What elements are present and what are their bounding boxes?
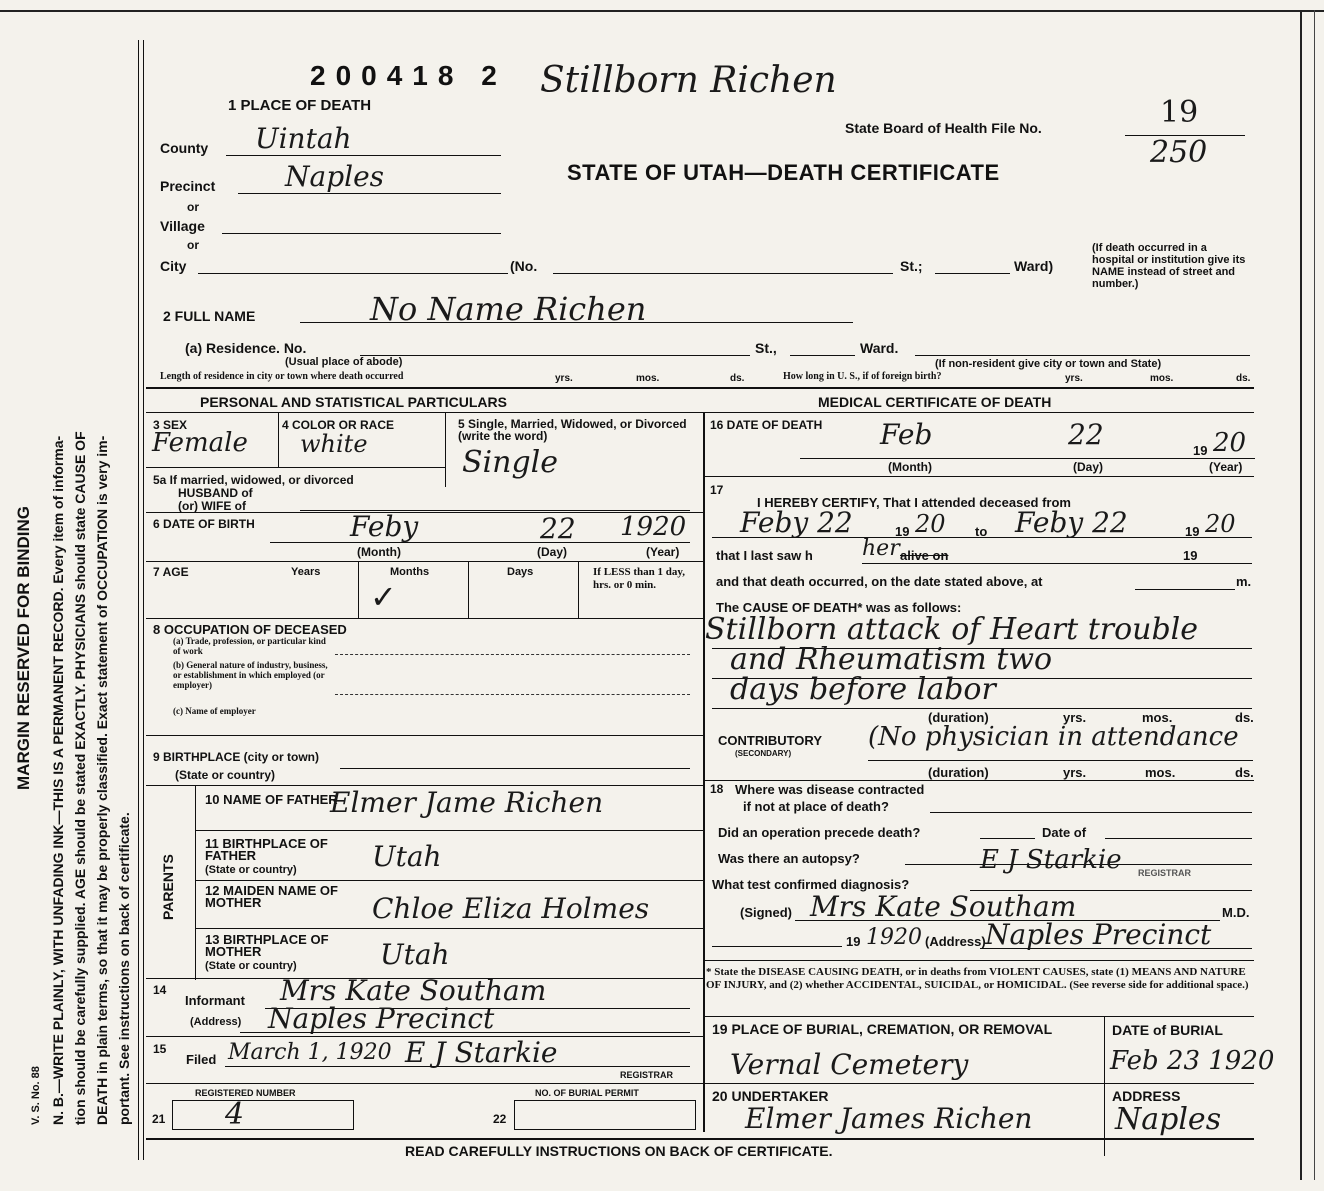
medical-address: Naples Precinct	[985, 918, 1212, 951]
filed-label: Filed	[186, 1052, 217, 1067]
certificate-title: STATE OF UTAH—DEATH CERTIFICATE	[567, 160, 1000, 185]
city-no-label: (No.	[510, 258, 538, 274]
cause-line-3: days before labor	[730, 672, 996, 707]
if-not-label: if not at place of death?	[743, 799, 889, 814]
precinct-value: Naples	[285, 160, 385, 193]
father-bp-state-caption: (State or country)	[205, 864, 297, 876]
color-value: white	[300, 430, 368, 458]
residence-st-label: St.,	[755, 340, 777, 356]
dob-year-caption: (Year)	[646, 545, 680, 559]
paper-edge-right	[1300, 10, 1302, 1180]
cause-row-line	[703, 780, 1254, 781]
county-value: Uintah	[255, 122, 352, 155]
father-row-line	[195, 830, 703, 831]
to-year-prefix: 19	[1185, 524, 1200, 539]
sex-label: 3 SEX	[153, 418, 188, 432]
footnote-row-line	[703, 1016, 1254, 1017]
us-mos: mos.	[1150, 373, 1174, 384]
secondary-label: (SECONDARY)	[735, 749, 792, 758]
margin-rule	[143, 40, 144, 1160]
dod-year: 20	[1213, 428, 1247, 458]
to-date: Feby 22	[1015, 506, 1128, 539]
dod-label: 16 DATE OF DEATH	[710, 418, 823, 432]
parents-side-label: PARENTS	[160, 854, 176, 920]
cause-line-2: and Rheumatism two	[730, 642, 1053, 677]
footer-instructions: READ CAREFULLY INSTRUCTIONS ON BACK OF CERTIFICATE.	[405, 1143, 833, 1159]
file-no-label: State Board of Health File No.	[845, 120, 1042, 136]
father-label-text: 10 NAME OF FATHER	[205, 792, 338, 807]
mother-value: Chloe Eliza Holmes	[372, 892, 650, 925]
dob-month: Feby	[350, 510, 419, 543]
contributory-line	[868, 760, 1253, 761]
date-of-line	[1105, 838, 1252, 839]
duration-2-yrs: yrs.	[1063, 765, 1087, 780]
operation-line	[980, 838, 1035, 839]
to-label: to	[975, 524, 988, 539]
alive-on-text: alive on	[900, 548, 949, 563]
contracted-line	[930, 812, 1252, 813]
margin-binding-text: MARGIN RESERVED FOR BINDING	[14, 506, 33, 790]
place-of-death-heading: 1 PLACE OF DEATH	[228, 97, 372, 114]
margin-instructions-line-3: DEATH in plain terms, so that it may be properly classified. Exact statement of OCCUPATION is very im-	[94, 435, 110, 1125]
birthplace-state-caption: (State or country)	[175, 768, 276, 782]
sex-row-line	[146, 467, 446, 468]
last-saw-year: 19	[1183, 548, 1198, 563]
informant-label: Informant	[185, 993, 245, 1008]
how-long-in-us-label: How long in U. S., if of foreign birth?	[783, 371, 942, 382]
father-value: Elmer Jame Richen	[330, 786, 604, 819]
length-of-residence-label: Length of residence in city or town where death occurred	[160, 371, 404, 382]
us-yrs: yrs.	[1065, 373, 1083, 384]
dod-row-line	[703, 476, 1254, 477]
registrar-label: REGISTRAR	[620, 1070, 674, 1080]
duration-2-ds: ds.	[1235, 765, 1254, 780]
age-months-caption: Months	[390, 566, 430, 578]
cause-label: The CAUSE OF DEATH* was as follows:	[716, 600, 962, 615]
nonresident-note: (If non-resident give city or town and State)	[935, 358, 1162, 370]
vs-number: V. S. No. 88	[30, 1066, 42, 1125]
margin-instructions-line-1: N. B.—WRITE PLAINLY, WITH UNFADING INK—THIS IS A PERMANENT RECORD. Every item of informa-	[50, 435, 66, 1125]
father-birthplace-value: Utah	[372, 840, 442, 873]
last-saw-hw: her	[862, 536, 900, 561]
spouse-label-3: (or) WIFE of	[178, 499, 246, 513]
dod-day-caption: (Day)	[1073, 460, 1104, 474]
precinct-line	[238, 193, 501, 194]
death-occurred-line	[1135, 589, 1235, 590]
spouse-label-1: 5a If married, widowed, or divorced	[153, 473, 354, 487]
duration-1: (duration)	[928, 710, 989, 725]
or-2: or	[187, 238, 199, 252]
duration-2: (duration)	[928, 765, 989, 780]
precinct-label: Precinct	[160, 178, 216, 194]
medical-address-label: (Address)	[925, 934, 986, 949]
filed-row-line	[146, 1083, 703, 1084]
occupation-row-line	[146, 735, 703, 736]
birthplace-line	[340, 768, 690, 769]
filed-num: 15	[153, 1042, 167, 1056]
dob-label: 6 DATE OF BIRTH	[153, 517, 255, 531]
signed-year-prefix: 19	[846, 934, 861, 949]
middle-divider	[703, 412, 705, 1132]
section-header-line	[146, 412, 1254, 413]
filed-date: March 1, 1920	[228, 1040, 392, 1065]
md-label: M.D.	[1222, 905, 1250, 920]
dod-day: 22	[1068, 418, 1104, 451]
dob-year: 1920	[620, 512, 687, 542]
signed-label: (Signed)	[740, 905, 792, 920]
burial-row-line	[703, 1083, 1254, 1084]
informant-address-line	[240, 1032, 690, 1033]
certify-text: I HEREBY CERTIFY, That I attended deceased from	[757, 495, 1071, 510]
informant-address-label: (Address)	[190, 1016, 242, 1028]
burial-permit-label: NO. OF BURIAL PERMIT	[535, 1088, 639, 1098]
mother-birthplace-value: Utah	[380, 938, 450, 971]
dod-month: Feb	[880, 418, 933, 451]
num-17: 17	[710, 483, 724, 497]
from-year-prefix: 19	[895, 524, 910, 539]
margin-rule-2	[138, 40, 139, 1160]
mother-label: 12 MAIDEN NAME OF MOTHER	[205, 883, 338, 910]
from-date: Feby 22	[740, 506, 853, 539]
occupation-a-line	[335, 654, 690, 655]
num-21: 21	[152, 1112, 166, 1126]
registrar-signature: E J Starkie	[405, 1036, 558, 1069]
duration-1-mos: mos.	[1142, 710, 1173, 725]
bottom-rule	[146, 1138, 1254, 1140]
length-ds: ds.	[730, 373, 745, 384]
reg-number-label: REGISTERED NUMBER	[195, 1088, 296, 1098]
burial-date-label: DATE of BURIAL	[1112, 1022, 1223, 1038]
age-row-line	[146, 618, 703, 619]
dob-line	[270, 542, 690, 543]
personal-heading: PERSONAL AND STATISTICAL PARTICULARS	[200, 394, 507, 410]
contributory-label: CONTRIBUTORY	[718, 733, 822, 748]
village-label: Village	[160, 218, 205, 234]
signed-row-line	[703, 960, 1254, 961]
signed-date-line	[712, 946, 842, 947]
age-div-1	[358, 561, 359, 618]
dod-year-prefix: 19	[1193, 443, 1208, 458]
occupation-a: (a) Trade, profession, or particular kind of work	[173, 636, 326, 656]
test-signature: E J Starkie	[980, 845, 1122, 875]
us-ds: ds.	[1236, 373, 1251, 384]
undertaker-label: 20 UNDERTAKER	[712, 1088, 829, 1104]
city-ward-label: Ward)	[1014, 258, 1054, 274]
registrar-stamp: REGISTRAR	[1138, 868, 1192, 878]
dod-year-caption: (Year)	[1209, 460, 1243, 474]
color-divider	[445, 412, 446, 487]
spouse-label-2: HUSBAND of	[178, 486, 253, 500]
num-22: 22	[493, 1112, 507, 1126]
attended-line	[712, 537, 1252, 538]
operation-label: Did an operation precede death?	[718, 825, 921, 840]
dob-day: 22	[540, 512, 576, 545]
m-label: m.	[1236, 574, 1252, 589]
occupation-b: (b) General nature of industry, business, or establishment in which employed (or employer)	[173, 660, 328, 690]
duration-1-ds: ds.	[1235, 710, 1254, 725]
residence-line	[360, 355, 750, 356]
last-saw-text: that I last saw h	[716, 548, 813, 563]
contracted-label: Where was disease contracted	[735, 782, 925, 797]
county-label: County	[160, 140, 209, 156]
full-name-value: No Name Richen	[370, 290, 647, 328]
burial-address-value: Naples	[1115, 1102, 1222, 1137]
city-label: City	[160, 258, 187, 274]
burial-address-label: ADDRESS	[1112, 1088, 1181, 1104]
burial-divider	[1104, 1016, 1105, 1156]
death-occurred-text: and that death occurred, on the date stated above, at	[716, 574, 1043, 589]
last-saw-line	[862, 563, 1252, 564]
father-label	[205, 794, 338, 806]
residence-ward-line	[915, 355, 1250, 356]
dob-row-line	[146, 561, 703, 562]
age-div-2	[468, 561, 469, 618]
undertaker-value: Elmer James Richen	[745, 1102, 1033, 1135]
village-line	[222, 233, 501, 234]
age-days-caption: Days	[507, 566, 534, 578]
residence-ward-label: Ward.	[860, 340, 899, 356]
margin-instructions-line-2: tion should be carefully supplied. AGE should be stated EXACTLY. PHYSICIANS should state CAUSE OF	[72, 431, 88, 1125]
duration-1-yrs: yrs.	[1063, 710, 1087, 725]
footnote: * State the DISEASE CAUSING DEATH, or in deaths from VIOLENT CAUSES, state (1) MEANS AND NATURE OF INJURY, and (2) whether ACCIDENTAL, SUICIDAL, or HOMICIDAL. (See reverse side for additional space.)	[706, 966, 1249, 991]
medical-heading: MEDICAL CERTIFICATE OF DEATH	[818, 394, 1052, 410]
father-bp-row-line	[195, 880, 703, 881]
mother-bp-state-caption: (State or country)	[205, 960, 297, 972]
autopsy-label: Was there an autopsy?	[718, 851, 860, 866]
birthplace-label: 9 BIRTHPLACE (city or town)	[153, 750, 320, 764]
age-years-caption: Years	[291, 566, 321, 578]
residence-st-line	[790, 355, 855, 356]
duration-2-mos: mos.	[1145, 765, 1176, 780]
to-year: 20	[1205, 510, 1236, 538]
signed-value: Mrs Kate Southam	[810, 890, 1077, 923]
length-yrs: yrs.	[555, 373, 573, 384]
date-of-label: Date of	[1042, 825, 1087, 840]
occupation-label: 8 OCCUPATION OF DECEASED	[153, 622, 347, 637]
city-no-line	[553, 273, 893, 274]
test-label: What test confirmed diagnosis?	[712, 877, 910, 892]
signed-year: 1920	[866, 925, 922, 950]
medical-address-line	[980, 948, 1252, 949]
file-no-extra: 250	[1150, 135, 1208, 170]
age-less-than: If LESS than 1 day, hrs. or 0 min.	[593, 566, 686, 591]
informant-num: 14	[153, 983, 167, 997]
color-label: 4 COLOR OR RACE	[282, 418, 395, 432]
registered-number-value: 4	[225, 1097, 245, 1132]
city-line	[198, 273, 508, 274]
paper-edge-top	[0, 10, 1324, 12]
certificate-number: 200418 2	[310, 60, 507, 91]
age-div-3	[578, 561, 579, 618]
sex-value: Female	[152, 428, 248, 458]
city-st-line	[935, 273, 1010, 274]
city-st-label: St.;	[900, 258, 923, 274]
informant-value: Mrs Kate Southam	[280, 974, 547, 1007]
handwritten-name: Stillborn Richen	[540, 60, 837, 101]
parents-divider	[195, 785, 196, 980]
county-line	[226, 155, 501, 156]
usual-place-caption: (Usual place of abode)	[285, 356, 403, 368]
age-label: 7 AGE	[153, 565, 189, 579]
mother-row-line	[195, 928, 703, 929]
marital-label: 5 Single, Married, Widowed, or Divorced (write the word)	[458, 417, 687, 443]
informant-address: Naples Precinct	[268, 1002, 495, 1035]
dod-month-caption: (Month)	[888, 460, 932, 474]
filed-line	[225, 1066, 690, 1067]
margin-instructions-line-4: portant. See instructions on back of certificate.	[116, 812, 132, 1125]
cause-rule-3	[712, 708, 1252, 709]
section-divider	[146, 387, 1254, 389]
dod-line	[800, 458, 1255, 459]
from-year: 20	[915, 510, 946, 538]
father-birthplace-label: 11 BIRTHPLACE OF FATHER	[205, 836, 328, 863]
or-1: or	[187, 200, 199, 214]
burial-permit-box	[514, 1100, 696, 1130]
hospital-note: (If death occurred in a hospital or institution give its NAME instead of street and number.)	[1092, 242, 1246, 290]
file-no-value: 19	[1160, 95, 1199, 130]
occupation-c: (c) Name of employer	[173, 706, 256, 716]
burial-place-label: 19 PLACE OF BURIAL, CREMATION, OR REMOVAL	[712, 1021, 1053, 1037]
residence-label: (a) Residence. No.	[185, 340, 307, 356]
burial-place-value: Vernal Cemetery	[730, 1048, 969, 1081]
paper-edge-right-2	[1314, 10, 1315, 1180]
registered-number-box	[172, 1100, 354, 1130]
dob-month-caption: (Month)	[357, 545, 401, 559]
num-18: 18	[710, 782, 724, 796]
occupation-b-line	[335, 694, 690, 695]
mother-birthplace-label: 13 BIRTHPLACE OF MOTHER	[205, 932, 329, 959]
marital-value: Single	[462, 445, 559, 480]
contributory-value: (No physician in attendance	[868, 722, 1239, 752]
age-months-mark: ✓	[370, 578, 397, 616]
dob-day-caption: (Day)	[537, 545, 568, 559]
sex-divider	[278, 412, 279, 467]
full-name-label: 2 FULL NAME	[163, 308, 256, 324]
cause-line-1: Stillborn attack of Heart trouble	[705, 612, 1199, 647]
burial-date-value: Feb 23 1920	[1110, 1046, 1275, 1076]
length-mos: mos.	[636, 373, 660, 384]
